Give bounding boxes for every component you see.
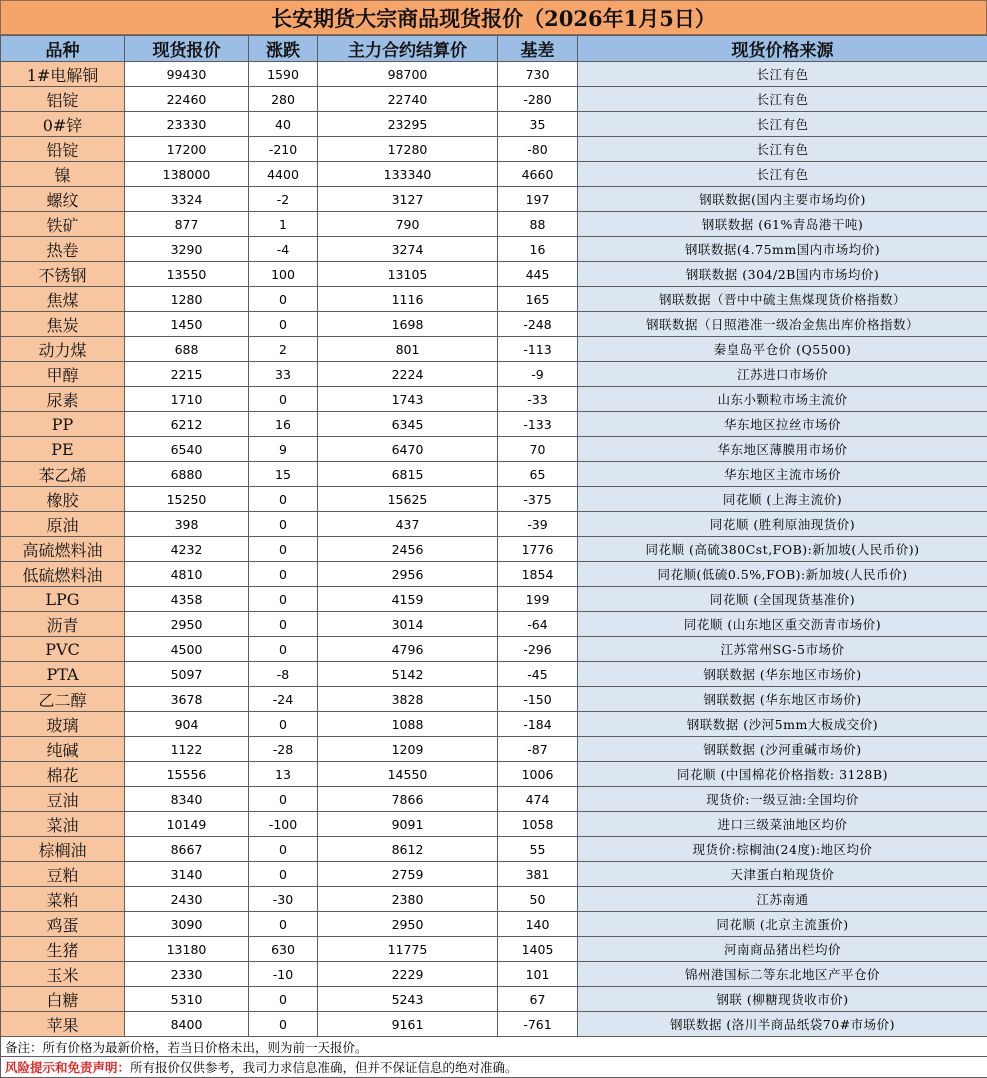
settlement-price-cell: 13105 [318, 262, 498, 287]
price-source-cell: 现货价:棕榈油(24度):地区均价 [578, 837, 987, 862]
change-cell: 0 [249, 287, 318, 312]
change-cell: 280 [249, 87, 318, 112]
change-cell: 0 [249, 912, 318, 937]
settlement-price-cell: 22740 [318, 87, 498, 112]
settlement-price-cell: 2950 [318, 912, 498, 937]
settlement-price-cell: 6470 [318, 437, 498, 462]
change-cell: 0 [249, 487, 318, 512]
spot-price-cell: 5097 [125, 662, 249, 687]
commodity-cell: 热卷 [1, 237, 125, 262]
spot-price-cell: 15556 [125, 762, 249, 787]
price-source-cell: 钢联数据(4.75mm国内市场均价) [578, 237, 987, 262]
commodity-cell: 原油 [1, 512, 125, 537]
basis-cell: -33 [498, 387, 578, 412]
price-source-cell: 钢联数据 (61%青岛港干吨) [578, 212, 987, 237]
commodity-cell: 玉米 [1, 962, 125, 987]
table-row [1, 537, 987, 562]
basis-cell: 730 [498, 62, 578, 87]
basis-cell: -9 [498, 362, 578, 387]
change-cell: 0 [249, 712, 318, 737]
price-source-cell: 山东小颗粒市场主流价 [578, 387, 987, 412]
price-source-cell: 长江有色 [578, 112, 987, 137]
commodity-cell: 铅锭 [1, 137, 125, 162]
basis-cell: 55 [498, 837, 578, 862]
price-source-cell: 天津蛋白粕现货价 [578, 862, 987, 887]
spot-price-cell: 4358 [125, 587, 249, 612]
price-source-cell: 同花顺 (北京主流蛋价) [578, 912, 987, 937]
table-row [1, 337, 987, 362]
page-title: 长安期货大宗商品现货报价（2026年1月5日） [0, 0, 987, 35]
table-row [1, 812, 987, 837]
table-row [1, 687, 987, 712]
change-cell: 0 [249, 312, 318, 337]
change-cell: -210 [249, 137, 318, 162]
basis-cell: 4660 [498, 162, 578, 187]
price-source-cell: 同花顺 (全国现货基准价) [578, 587, 987, 612]
table-row [1, 712, 987, 737]
settlement-price-cell: 8612 [318, 837, 498, 862]
basis-cell: -45 [498, 662, 578, 687]
table-row [1, 137, 987, 162]
change-cell: 0 [249, 512, 318, 537]
table-row [1, 512, 987, 537]
basis-cell: 474 [498, 787, 578, 812]
commodity-cell: 低硫燃料油 [1, 562, 125, 587]
commodity-cell: 豆油 [1, 787, 125, 812]
change-cell: -8 [249, 662, 318, 687]
table-row [1, 212, 987, 237]
price-source-cell: 江苏常州SG-5市场价 [578, 637, 987, 662]
change-cell: -28 [249, 737, 318, 762]
basis-cell: 35 [498, 112, 578, 137]
table-row [1, 462, 987, 487]
basis-cell: -280 [498, 87, 578, 112]
basis-cell: -80 [498, 137, 578, 162]
price-source-cell: 同花顺 (高硫380Cst,FOB):新加坡(人民币价)) [578, 537, 987, 562]
spot-price-cell: 4232 [125, 537, 249, 562]
price-source-cell: 钢联数据 (304/2B国内市场均价) [578, 262, 987, 287]
change-cell: 2 [249, 337, 318, 362]
table-row [1, 862, 987, 887]
settlement-price-cell: 17280 [318, 137, 498, 162]
commodity-cell: 0#锌 [1, 112, 125, 137]
basis-cell: -296 [498, 637, 578, 662]
spot-price-cell: 3678 [125, 687, 249, 712]
price-source-cell: 钢联数据 (洛川半商品纸袋70#市场价) [578, 1012, 987, 1037]
commodity-cell: LPG [1, 587, 125, 612]
price-source-cell: 钢联数据 (华东地区市场价) [578, 662, 987, 687]
table-row [1, 837, 987, 862]
price-table [0, 35, 987, 1078]
table-row [1, 662, 987, 687]
table-row [1, 612, 987, 637]
commodity-cell: 豆粕 [1, 862, 125, 887]
price-source-cell: 钢联数据 (沙河重碱市场价) [578, 737, 987, 762]
price-source-cell: 钢联数据(国内主要市场均价) [578, 187, 987, 212]
table-row [1, 487, 987, 512]
spot-price-cell: 8340 [125, 787, 249, 812]
spot-price-cell: 6880 [125, 462, 249, 487]
table-row [1, 187, 987, 212]
price-source-cell: 现货价:一级豆油:全国均价 [578, 787, 987, 812]
price-source-cell: 长江有色 [578, 162, 987, 187]
spot-price-cell: 3140 [125, 862, 249, 887]
change-cell: 0 [249, 537, 318, 562]
settlement-price-cell: 2956 [318, 562, 498, 587]
table-row [1, 937, 987, 962]
header-settlement-price: 主力合约结算价 [318, 36, 498, 62]
basis-cell: -761 [498, 1012, 578, 1037]
price-source-cell: 钢联数据 (华东地区市场价) [578, 687, 987, 712]
settlement-price-cell: 5142 [318, 662, 498, 687]
basis-cell: -184 [498, 712, 578, 737]
table-row [1, 237, 987, 262]
settlement-price-cell: 801 [318, 337, 498, 362]
settlement-price-cell: 2380 [318, 887, 498, 912]
spot-price-cell: 17200 [125, 137, 249, 162]
settlement-price-cell: 6815 [318, 462, 498, 487]
settlement-price-cell: 2229 [318, 962, 498, 987]
disclaimer-text: 所有报价仅供参考，我司力求信息准确，但并不保证信息的绝对准确。 [130, 1060, 518, 1075]
price-source-cell: 钢联数据（日照港准一级冶金焦出库价格指数） [578, 312, 987, 337]
change-cell: 0 [249, 562, 318, 587]
table-row [1, 637, 987, 662]
header-spot-price: 现货报价 [125, 36, 249, 62]
settlement-price-cell: 2456 [318, 537, 498, 562]
price-source-cell: 江苏进口市场价 [578, 362, 987, 387]
table-row [1, 412, 987, 437]
basis-cell: -87 [498, 737, 578, 762]
table-row [1, 112, 987, 137]
basis-cell: 50 [498, 887, 578, 912]
price-source-cell: 同花顺 (胜利原油现货价) [578, 512, 987, 537]
commodity-cell: 生猪 [1, 937, 125, 962]
spot-price-cell: 398 [125, 512, 249, 537]
price-source-cell: 钢联 (柳糖现货收市价) [578, 987, 987, 1012]
header-basis: 基差 [498, 36, 578, 62]
commodity-cell: 橡胶 [1, 487, 125, 512]
commodity-cell: 纯碱 [1, 737, 125, 762]
spot-price-cell: 877 [125, 212, 249, 237]
price-source-cell: 华东地区拉丝市场价 [578, 412, 987, 437]
spot-price-cell: 2330 [125, 962, 249, 987]
commodity-cell: PVC [1, 637, 125, 662]
commodity-cell: 菜粕 [1, 887, 125, 912]
spot-price-cell: 1280 [125, 287, 249, 312]
change-cell: 630 [249, 937, 318, 962]
price-source-cell: 华东地区薄膜用市场价 [578, 437, 987, 462]
spot-price-cell: 3324 [125, 187, 249, 212]
price-source-cell: 锦州港国标二等东北地区产平仓价 [578, 962, 987, 987]
spot-price-cell: 4810 [125, 562, 249, 587]
spot-price-cell: 1122 [125, 737, 249, 762]
spot-price-cell: 15250 [125, 487, 249, 512]
change-cell: -4 [249, 237, 318, 262]
price-source-cell: 钢联数据 (沙河5mm大板成交价) [578, 712, 987, 737]
price-source-cell: 同花顺 (上海主流价) [578, 487, 987, 512]
commodity-cell: 玻璃 [1, 712, 125, 737]
settlement-price-cell: 1743 [318, 387, 498, 412]
table-row [1, 787, 987, 812]
table-row [1, 887, 987, 912]
settlement-price-cell: 98700 [318, 62, 498, 87]
basis-cell: 445 [498, 262, 578, 287]
spot-price-cell: 2430 [125, 887, 249, 912]
basis-cell: 65 [498, 462, 578, 487]
settlement-price-cell: 1209 [318, 737, 498, 762]
change-cell: 1 [249, 212, 318, 237]
commodity-cell: 棉花 [1, 762, 125, 787]
header-commodity: 品种 [1, 36, 125, 62]
spot-price-cell: 1450 [125, 312, 249, 337]
table-row [1, 287, 987, 312]
commodity-cell: 焦煤 [1, 287, 125, 312]
basis-cell: 16 [498, 237, 578, 262]
spot-price-cell: 3090 [125, 912, 249, 937]
basis-cell: 67 [498, 987, 578, 1012]
change-cell: 15 [249, 462, 318, 487]
settlement-price-cell: 2759 [318, 862, 498, 887]
basis-cell: 70 [498, 437, 578, 462]
settlement-price-cell: 9161 [318, 1012, 498, 1037]
table-row [1, 312, 987, 337]
basis-cell: 1006 [498, 762, 578, 787]
spot-price-cell: 6540 [125, 437, 249, 462]
change-cell: 13 [249, 762, 318, 787]
commodity-cell: 螺纹 [1, 187, 125, 212]
settlement-price-cell: 23295 [318, 112, 498, 137]
price-source-cell: 同花顺 (中国棉花价格指数: 3128B) [578, 762, 987, 787]
commodity-cell: 甲醇 [1, 362, 125, 387]
spot-price-cell: 5310 [125, 987, 249, 1012]
settlement-price-cell: 437 [318, 512, 498, 537]
settlement-price-cell: 790 [318, 212, 498, 237]
table-row [1, 737, 987, 762]
commodity-cell: PE [1, 437, 125, 462]
commodity-cell: 白糖 [1, 987, 125, 1012]
disclaimer [1, 1057, 987, 1078]
spot-price-cell: 8400 [125, 1012, 249, 1037]
price-source-cell: 河南商品猪出栏均价 [578, 937, 987, 962]
spot-price-cell: 904 [125, 712, 249, 737]
price-source-cell: 钢联数据（晋中中硫主焦煤现货价格指数） [578, 287, 987, 312]
settlement-price-cell: 3014 [318, 612, 498, 637]
commodity-cell: 铁矿 [1, 212, 125, 237]
change-cell: -10 [249, 962, 318, 987]
settlement-price-cell: 3828 [318, 687, 498, 712]
table-row [1, 912, 987, 937]
spot-price-cell: 2950 [125, 612, 249, 637]
spot-price-cell: 13550 [125, 262, 249, 287]
settlement-price-cell: 14550 [318, 762, 498, 787]
change-cell: 33 [249, 362, 318, 387]
change-cell: -2 [249, 187, 318, 212]
basis-cell: 1405 [498, 937, 578, 962]
change-cell: 0 [249, 587, 318, 612]
commodity-cell: 高硫燃料油 [1, 537, 125, 562]
table-row [1, 87, 987, 112]
spot-price-cell: 3290 [125, 237, 249, 262]
change-cell: 4400 [249, 162, 318, 187]
settlement-price-cell: 7866 [318, 787, 498, 812]
basis-cell: 101 [498, 962, 578, 987]
commodity-cell: 不锈钢 [1, 262, 125, 287]
change-cell: 0 [249, 637, 318, 662]
commodity-cell: 焦炭 [1, 312, 125, 337]
spot-price-cell: 138000 [125, 162, 249, 187]
change-cell: 40 [249, 112, 318, 137]
settlement-price-cell: 6345 [318, 412, 498, 437]
price-source-cell: 同花顺(低硫0.5%,FOB):新加坡(人民币价) [578, 562, 987, 587]
price-source-cell: 进口三级菜油地区均价 [578, 812, 987, 837]
note-text: 备注：所有价格为最新价格，若当日价格未出，则为前一天报价。 [1, 1037, 987, 1057]
commodity-cell: PTA [1, 662, 125, 687]
basis-cell: 1776 [498, 537, 578, 562]
spot-price-cell: 13180 [125, 937, 249, 962]
table-row [1, 387, 987, 412]
commodity-cell: 棕榈油 [1, 837, 125, 862]
table-row [1, 987, 987, 1012]
settlement-price-cell: 3274 [318, 237, 498, 262]
commodity-cell: 动力煤 [1, 337, 125, 362]
commodity-cell: 乙二醇 [1, 687, 125, 712]
basis-cell: -64 [498, 612, 578, 637]
commodity-cell: 尿素 [1, 387, 125, 412]
settlement-price-cell: 133340 [318, 162, 498, 187]
table-row [1, 262, 987, 287]
settlement-price-cell: 9091 [318, 812, 498, 837]
disclaimer-label: 风险提示和免责声明： [5, 1060, 130, 1075]
price-source-cell: 同花顺 (山东地区重交沥青市场价) [578, 612, 987, 637]
price-source-cell: 长江有色 [578, 87, 987, 112]
spot-price-cell: 688 [125, 337, 249, 362]
settlement-price-cell: 3127 [318, 187, 498, 212]
price-source-cell: 秦皇岛平仓价 (Q5500) [578, 337, 987, 362]
spot-price-cell: 99430 [125, 62, 249, 87]
change-cell: 0 [249, 1012, 318, 1037]
settlement-price-cell: 4159 [318, 587, 498, 612]
table-row [1, 362, 987, 387]
change-cell: 100 [249, 262, 318, 287]
basis-cell: -133 [498, 412, 578, 437]
change-cell: 0 [249, 987, 318, 1012]
settlement-price-cell: 4796 [318, 637, 498, 662]
disclaimer-row [1, 1057, 987, 1078]
change-cell: -24 [249, 687, 318, 712]
basis-cell: 381 [498, 862, 578, 887]
table-row [1, 437, 987, 462]
header-price-source: 现货价格来源 [578, 36, 987, 62]
table-row [1, 962, 987, 987]
basis-cell: 1854 [498, 562, 578, 587]
commodity-cell: 苹果 [1, 1012, 125, 1037]
commodity-cell: 沥青 [1, 612, 125, 637]
basis-cell: 199 [498, 587, 578, 612]
basis-cell: 197 [498, 187, 578, 212]
change-cell: 0 [249, 387, 318, 412]
spot-price-cell: 1710 [125, 387, 249, 412]
change-cell: -100 [249, 812, 318, 837]
spot-price-cell: 6212 [125, 412, 249, 437]
commodity-cell: 镍 [1, 162, 125, 187]
basis-cell: -39 [498, 512, 578, 537]
change-cell: 0 [249, 787, 318, 812]
commodity-cell: 苯乙烯 [1, 462, 125, 487]
change-cell: -30 [249, 887, 318, 912]
price-source-cell: 长江有色 [578, 137, 987, 162]
spot-price-cell: 23330 [125, 112, 249, 137]
change-cell: 1590 [249, 62, 318, 87]
change-cell: 0 [249, 862, 318, 887]
commodity-cell: 鸡蛋 [1, 912, 125, 937]
change-cell: 0 [249, 612, 318, 637]
settlement-price-cell: 1116 [318, 287, 498, 312]
table-row [1, 162, 987, 187]
price-source-cell: 江苏南通 [578, 887, 987, 912]
spot-price-cell: 4500 [125, 637, 249, 662]
basis-cell: -113 [498, 337, 578, 362]
table-row [1, 1012, 987, 1037]
settlement-price-cell: 11775 [318, 937, 498, 962]
table-row [1, 587, 987, 612]
settlement-price-cell: 2224 [318, 362, 498, 387]
commodity-cell: 1#电解铜 [1, 62, 125, 87]
table-row [1, 62, 987, 87]
basis-cell: -375 [498, 487, 578, 512]
commodity-cell: PP [1, 412, 125, 437]
table-header-row [1, 36, 987, 62]
settlement-price-cell: 1088 [318, 712, 498, 737]
change-cell: 9 [249, 437, 318, 462]
basis-cell: 1058 [498, 812, 578, 837]
settlement-price-cell: 1698 [318, 312, 498, 337]
basis-cell: -248 [498, 312, 578, 337]
commodity-cell: 铝锭 [1, 87, 125, 112]
table-row [1, 562, 987, 587]
spot-price-cell: 22460 [125, 87, 249, 112]
spot-price-cell: 2215 [125, 362, 249, 387]
table-row [1, 762, 987, 787]
settlement-price-cell: 5243 [318, 987, 498, 1012]
basis-cell: 140 [498, 912, 578, 937]
note-row [1, 1037, 987, 1057]
header-change: 涨跌 [249, 36, 318, 62]
basis-cell: 165 [498, 287, 578, 312]
spot-price-cell: 8667 [125, 837, 249, 862]
basis-cell: -150 [498, 687, 578, 712]
price-source-cell: 长江有色 [578, 62, 987, 87]
basis-cell: 88 [498, 212, 578, 237]
spot-price-cell: 10149 [125, 812, 249, 837]
commodity-cell: 菜油 [1, 812, 125, 837]
change-cell: 0 [249, 837, 318, 862]
settlement-price-cell: 15625 [318, 487, 498, 512]
change-cell: 16 [249, 412, 318, 437]
price-source-cell: 华东地区主流市场价 [578, 462, 987, 487]
